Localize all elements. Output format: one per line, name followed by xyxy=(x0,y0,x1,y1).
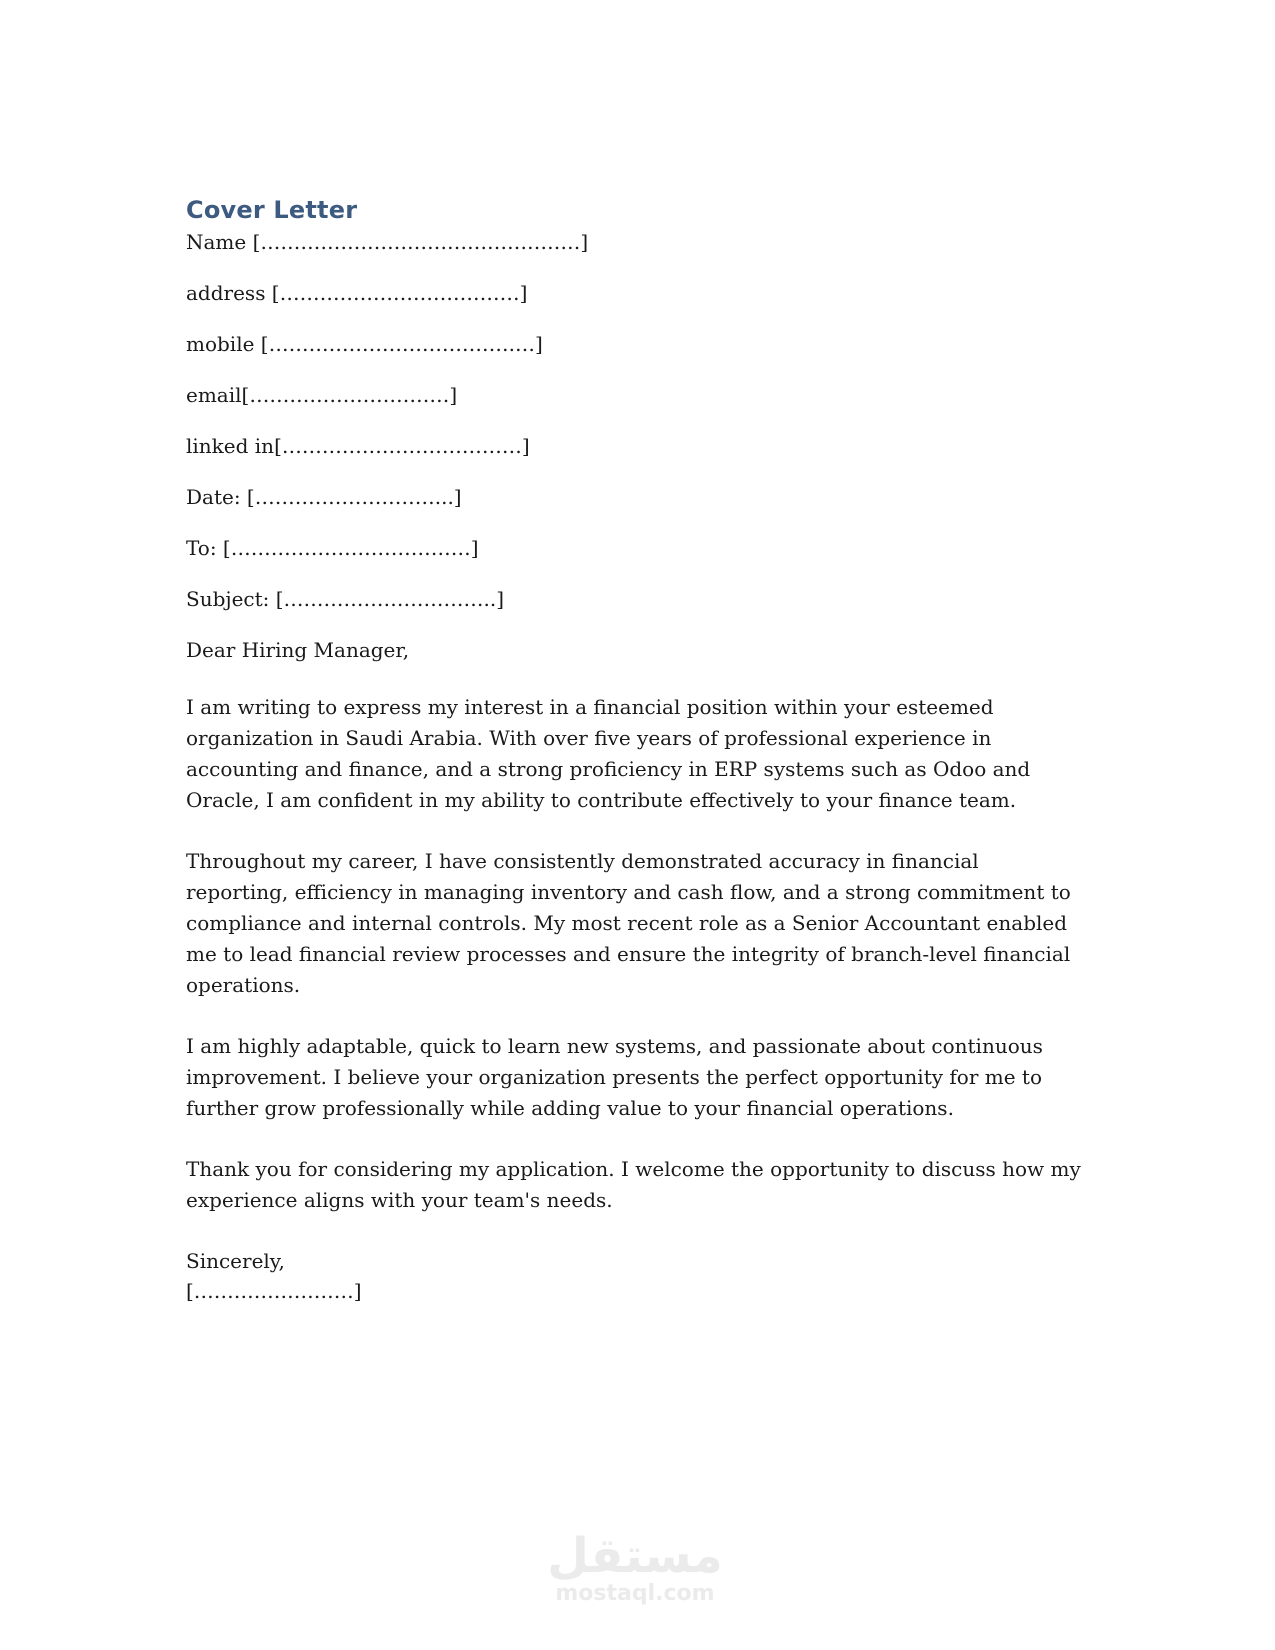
address-field: address [………………………………] xyxy=(186,281,528,305)
name-field: Name […………………………………………] xyxy=(186,230,589,254)
mobile-field: mobile [……………………………….…] xyxy=(186,332,543,356)
closing: Sincerely, xyxy=(186,1249,285,1273)
letter-page xyxy=(186,196,1086,1306)
watermark-logo: مستقل xyxy=(547,1528,723,1584)
document-title: Cover Letter xyxy=(186,196,358,224)
watermark xyxy=(545,1530,725,1606)
to-field: To: [………………………………] xyxy=(186,536,479,560)
watermark-url: mostaql.com xyxy=(555,1581,715,1606)
paragraph-intro: I am writing to express my interest in a financial position within your esteemed organization in Saudi Arabia. With over five years of professional experience in accounting and finance, and a strong proficiency in ERP systems such as Odoo and Oracle, I am confident in my ability to contribute effectively to your finance team. xyxy=(186,695,1031,812)
paragraph-adaptability: I am highly adaptable, quick to learn new systems, and passionate about continuous improvement. I believe your organization presents the perfect opportunity for me to further grow professionally while adding value to your financial operations. xyxy=(186,1034,1043,1120)
paragraph-career: Throughout my career, I have consistently demonstrated accuracy in financial reporting, efficiency in managing inventory and cash flow, and a strong commitment to compliance and internal controls. My most recent role as a Senior Accountant enabled me to lead financial review processes and ensure the integrity of branch-level financial operations. xyxy=(186,849,1071,997)
email-field: email[…………………………] xyxy=(186,383,458,407)
salutation: Dear Hiring Manager, xyxy=(186,638,410,662)
signature-placeholder: [……………………] xyxy=(186,1279,362,1303)
linkedin-field: linked in[………………………………] xyxy=(186,434,530,458)
subject-field: Subject: […………………………..] xyxy=(186,587,505,611)
paragraph-thanks: Thank you for considering my application. I welcome the opportunity to discuss how my experience aligns with your team's needs. xyxy=(186,1157,1081,1212)
date-field: Date: [………………………...] xyxy=(186,485,462,509)
